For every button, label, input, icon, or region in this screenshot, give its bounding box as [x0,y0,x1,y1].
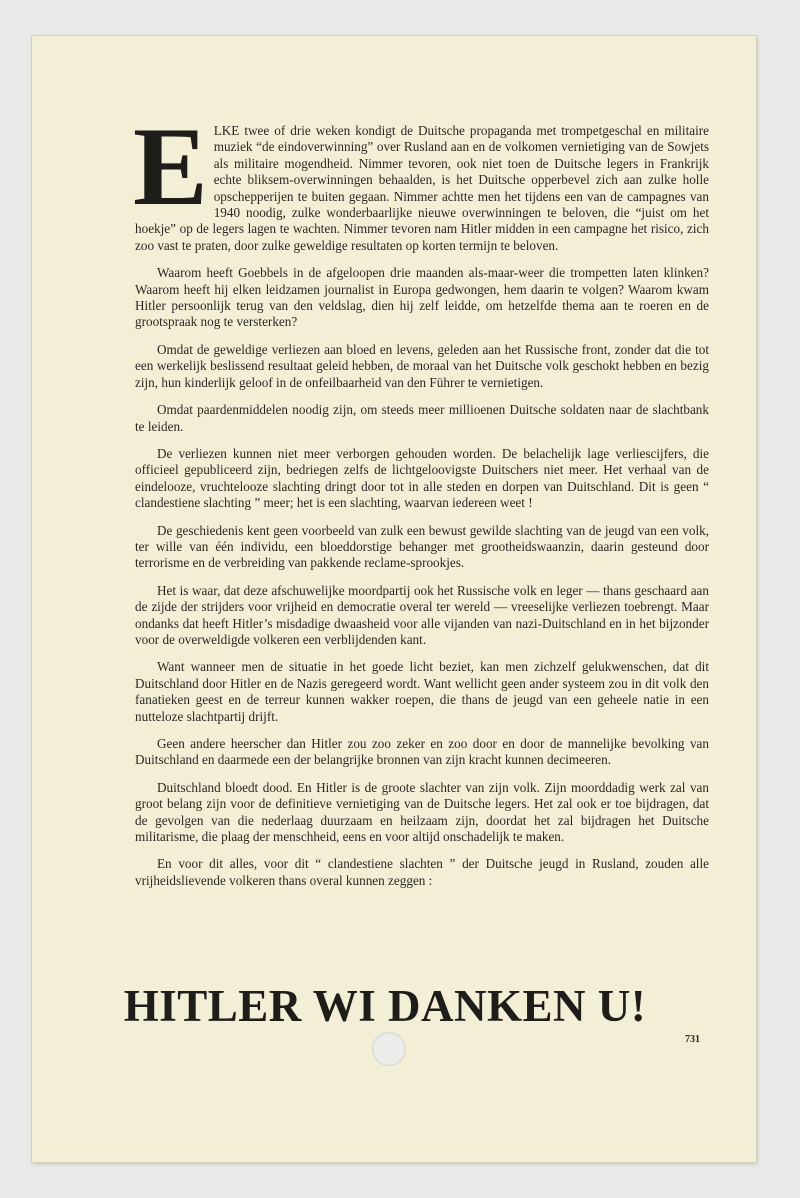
drop-cap: E [133,105,208,229]
headline: HITLER WI DANKEN U! [123,981,647,1031]
paragraph-5: De verliezen kunnen niet meer verborgen gehouden worden. De belachelijk lage verliescijfers, die officieel gepubliceerd zijn, bedriegen zelfs de lichtgeloovigste Duitschers niet meer. Het verhaal van de eindelooze, vruchtelooze slachting dringt door tot in alle steden en dorpen van Duitschland. Dit is geen “ clandestiene slachting ” meer; het is een slachting, waarvan iedereen weet ! [135,445,709,511]
paragraph-11: En voor dit alles, voor dit “ clandestiene slachten ” der Duitsche jeugd in Rusland, zouden alle vrijheidslievende volkeren thans overal kunnen zeggen : [135,856,709,888]
paragraph-1 [133,105,709,254]
leaflet-number: 731 [685,1034,700,1045]
paragraph-6: De geschiedenis kent geen voorbeeld van zulk een bewust gewilde slachting van de jeugd van een volk, ter wille van één individu, een bloeddorstige behanger met grootheidswaanzin, daarin gesteund door terrorisme en de verbreiding van pakkende reclame-sprookjes. [135,522,709,571]
paragraph-7: Het is waar, dat deze afschuwelijke moordpartij ook het Russische volk en leger — thans geschaard aan de zijde der strijders voor vrijheid en democratie overal ter wereld — vreeselijke verliezen toebrengt. Maar ondanks dat heeft Hitler’s misdadige dwaasheid voor alle vijanden van nazi-Duitschland en in het bijzonder voor de overweldigde volkeren een verblijdenden kant. [135,582,709,647]
punch-hole [372,1032,406,1066]
paragraph-10: Duitschland bloedt dood. En Hitler is de groote slachter van zijn volk. Zijn moorddadig werk zal van groot belang zijn voor de definitieve vernietiging van de Duitsche legers. Het zal ook er toe bijdragen, dat de gevolgen van die nederlaag duurzaam en heilzaam zijn, doordat het zal bijdragen het Duitsche militarisme, die plaag der menschheid, eens en voor altijd onschadelijk te maken. [135,779,709,845]
paragraph-4: Omdat paardenmiddelen noodig zijn, om steeds meer millioenen Duitsche soldaten naar de slachtbank te leiden. [135,402,709,434]
leaflet-body [133,105,709,900]
paragraph-9: Geen andere heerscher dan Hitler zou zoo zeker en zoo door en door de mannelijke bevolking van Duitschland en daarmede een der belangrijke bronnen van zijn kracht kunnen decimeeren. [135,736,709,768]
paragraph-1-text: LKE twee of drie weken kondigt de Duitsche propaganda met trompetgeschal en militaire muziek “de eindoverwinning” over Rusland aan en de volkomen vernietiging van de Sowjets als militaire mogendheid. Nimmer tevoren, ook niet toen de Duitsche legers in Frankrijk echte bliksem-overwinningen behaalden, is het Duitsche opperbevel zich aan zulke holle opschepperijen te buiten gegaan. Nimmer achtte men het tijdens een van de campagnes van 1940 noodig, zulke wonderbaarlijke nieuwe overwinningen te beloven, die “juist om het hoekje” op de legers lagen te wachten. Nimmer tevoren nam Hitler midden in een campagne het risico, zich zoo vast te praten, door zulke geweldige resultaten op korten termijn te beloven. [135,123,709,253]
paragraph-3: Omdat de geweldige verliezen aan bloed en levens, geleden aan het Russische front, zonder dat die tot een werkelijk beslissend resultaat geleid hebben, de moraal van het Duitsche volk geschokt hebben en bezig zijn, hun kinderlijk geloof in de onfeilbaarheid van den Führer te vernietigen. [135,341,709,390]
paragraph-8: Want wanneer men de situatie in het goede licht beziet, kan men zichzelf gelukwenschen, dat dit Duitschland door Hitler en de Nazis geregeerd wordt. Want wellicht geen ander systeem zou in dit volk den fanatieken geest en de terreur kunnen wakker roepen, die thans de jeugd van een geheele natie in een nutteloze slachtpartij drijft. [135,659,709,724]
paragraph-2: Waarom heeft Goebbels in de afgeloopen drie maanden als-maar-weer die trompetten laten klinken? Waarom heeft hij elken leidzamen journalist in Europa gedwongen, hem daarin te volgen? Waarom kwam Hitler persoonlijk terug van den veldslag, dien hij zelf leidde, om hetzelfde thema aan te roeren en de grootspraak nog te versterken? [135,265,709,330]
